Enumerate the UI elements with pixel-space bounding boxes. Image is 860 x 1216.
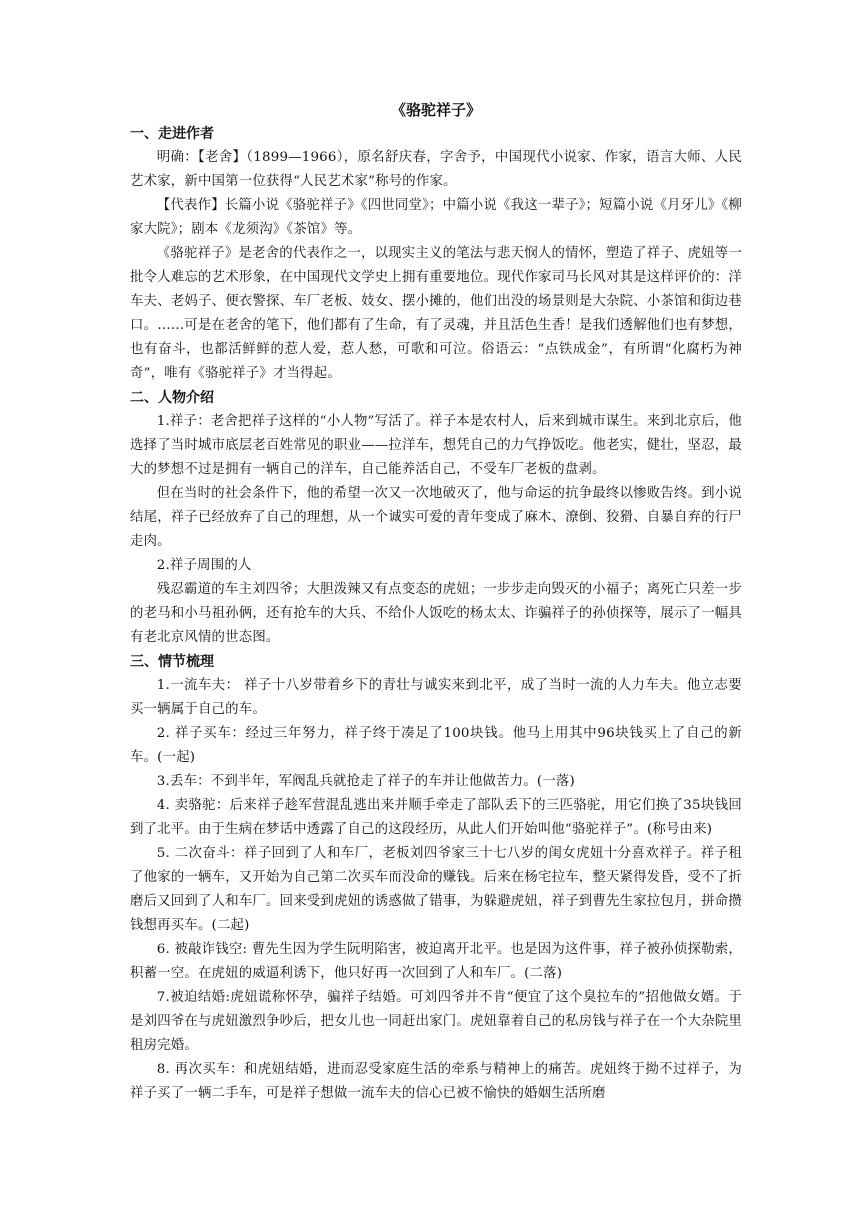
paragraph: 1.祥子：老舍把祥子这样的“小人物”写活了。祥子本是农村人，后来到城市谋生。来到北京后，他选择了当时城市底层老百姓常见的职业——拉洋车，想凭自己的力气挣饭吃。他老实，健壮，坚忍，最大的梦想不过是拥有一辆自己的洋车，自己能养活自己，不受车厂老板的盘剥。 xyxy=(130,414,742,477)
document-title: 《骆驼祥子》 xyxy=(390,101,481,119)
paragraph: 8. 再次买车：和虎妞结婚，进而忍受家庭生活的牵系与精神上的痛苦。虎妞终于拗不过祥子，为祥子买了一辆二手车，可是祥子想做一流车夫的信心已被不愉快的婚姻生活所磨 xyxy=(130,1062,742,1101)
paragraph: 5. 二次奋斗：祥子回到了人和车厂，老板刘四爷家三十七八岁的闺女虎妞十分喜欢祥子。祥子租了他家的一辆车，又开始为自己第二次买车而没命的赚钱。后来在杨宅拉车，整天紧得发昏，受不了折磨后又回到了人和车厂。回来受到虎妞的诱惑做了错事，为躲避虎妞，祥子到曹先生家拉包月，拼命攒钱想再买车。(二起) xyxy=(130,846,742,933)
paragraph: 明确：【老舍】（1899—1966），原名舒庆春，字舍予，中国现代小说家、作家，语言大师、人民艺术家，新中国第一位获得“人民艺术家”称号的作家。 xyxy=(130,150,742,189)
paragraph: 【代表作】长篇小说《骆驼祥子》《四世同堂》；中篇小说《我这一辈子》；短篇小说《月牙儿》《柳家大院》；剧本《龙须沟》《茶馆》等。 xyxy=(130,198,742,237)
paragraph: 4. 卖骆驼：后来祥子趁军营混乱逃出来并顺手牵走了部队丢下的三匹骆驼，用它们换了35块钱回到了北平。由于生病在梦话中透露了自己的这段经历，从此人们开始叫他“骆驼祥子”。(称号由来) xyxy=(130,798,742,837)
section-characters xyxy=(130,386,742,650)
paragraph: 但在当时的社会条件下，他的希望一次又一次地破灭了，他与命运的抗争最终以惨败告终。到小说结尾，祥子已经放弃了自己的理想，从一个诚实可爱的青年变成了麻木、潦倒、狡猾、自暴自弃的行尸走肉。 xyxy=(130,486,742,549)
paragraph: 7.被迫结婚:虎妞谎称怀孕，骗祥子结婚。可刘四爷并不肯“便宜了这个臭拉车的”招他做女婿。于是刘四爷在与虎妞激烈争吵后，把女儿也一同赶出家门。虎妞靠着自己的私房钱与祥子在一个大杂院里租房完婚。 xyxy=(130,990,742,1053)
section-heading: 三、情节梳理 xyxy=(130,654,214,670)
document-page xyxy=(130,98,742,1106)
paragraph: 2. 祥子买车：经过三年努力，祥子终于凑足了100块钱。他马上用其中96块钱买上了自己的新车。(一起) xyxy=(130,726,742,765)
paragraph: 残忍霸道的车主刘四爷；大胆泼辣又有点变态的虎妞；一步步走向毁灭的小福子；离死亡只差一步的老马和小马祖孙俩，还有抢车的大兵、不给仆人饭吃的杨太太、诈骗祥子的孙侦探等，展示了一幅具有老北京风情的世态图。 xyxy=(130,582,742,645)
paragraph: 《骆驼祥子》是老舍的代表作之一，以现实主义的笔法与悲天悯人的情怀，塑造了祥子、虎妞等一批令人难忘的艺术形象，在中国现代文学史上拥有重要地位。现代作家司马长风对其是这样评价的：洋车夫、老妈子、便衣警探、车厂老板、妓女、摆小摊的，他们出没的场景则是大杂院、小茶馆和街边巷口。……可是在老舍的笔下，他们都有了生命，有了灵魂，并且活色生香！是我们透解他们也有梦想，也有奋斗，也都活鲜鲜的惹人爱，惹人愁，可歌和可泣。俗语云：“点铁成金”，有所谓“化腐朽为神奇”，唯有《骆驼祥子》才当得起。 xyxy=(130,246,742,381)
section-author xyxy=(130,122,742,386)
paragraph: 6. 被敲诈钱空: 曹先生因为学生阮明陷害，被迫离开北平。也是因为这件事，祥子被孙侦探勒索，积蓄一空。在虎妞的威逼利诱下，他只好再一次回到了人和车厂。(二落) xyxy=(130,942,742,981)
section-heading: 二、人物介绍 xyxy=(130,390,214,406)
section-plot xyxy=(130,650,742,1106)
section-heading: 一、走进作者 xyxy=(130,126,214,142)
paragraph: 1.一流车夫： 祥子十八岁带着乡下的青壮与诚实来到北平，成了当时一流的人力车夫。他立志要买一辆属于自己的车。 xyxy=(130,678,742,717)
paragraph: 3.丢车：不到半年，军阀乱兵就抢走了祥子的车并让他做苦力。(一落) xyxy=(156,774,575,789)
paragraph: 2.祥子周围的人 xyxy=(156,558,252,573)
